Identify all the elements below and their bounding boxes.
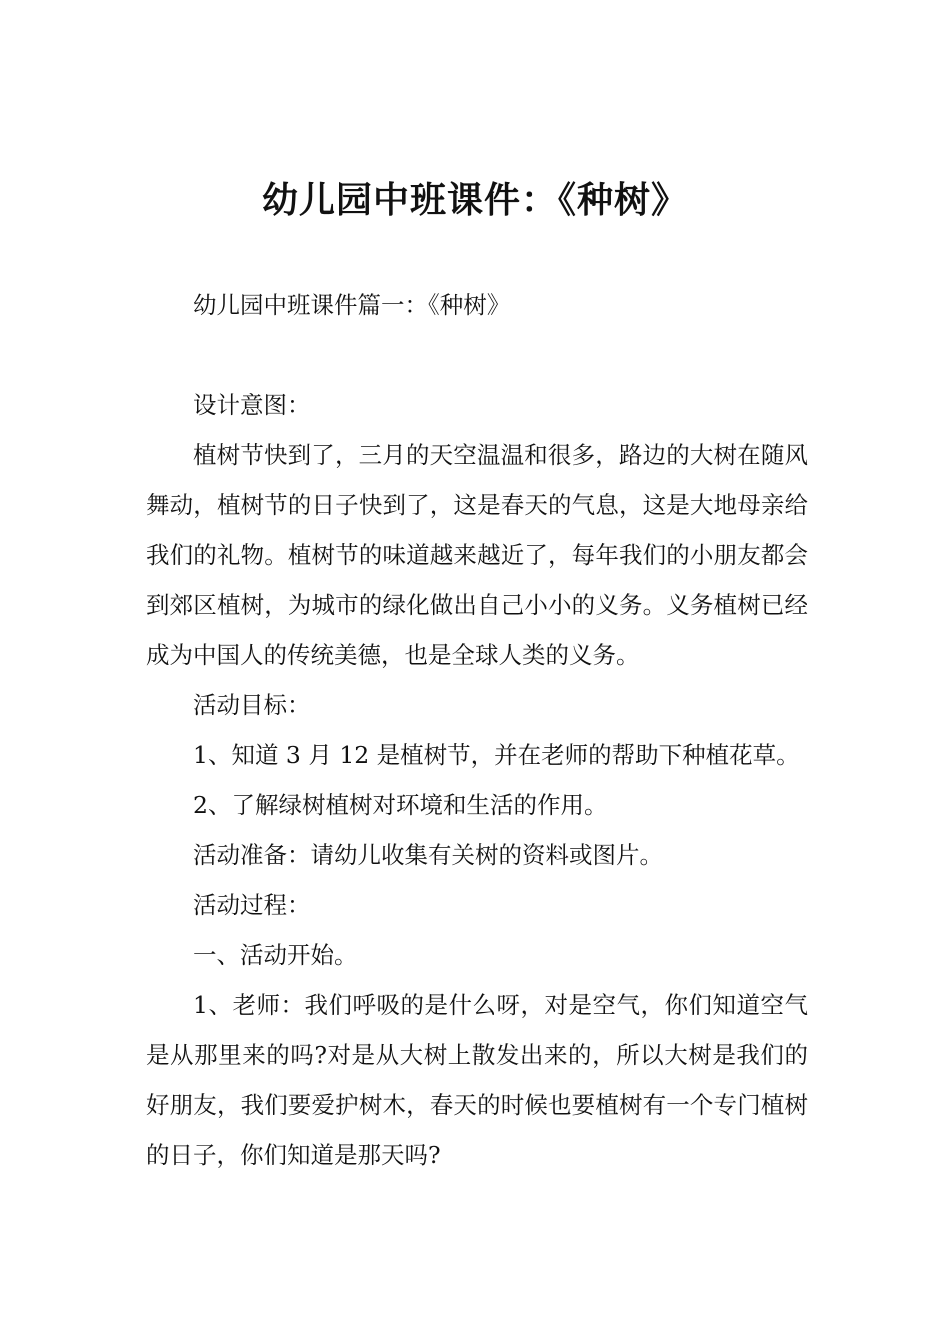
activity-goal-2: 2、了解绿树植树对环境和生活的作用。 xyxy=(193,791,608,819)
activity-step-1-1: 1、老师：我们呼吸的是什么呀，对是空气，你们知道空气是从那里来的吗?对是从大树上散发出来的，所以大树是我们的好朋友，我们要爱护树木，春天的时候也要植树有一个专门植树的日子，你们知道是那天吗? xyxy=(146,991,808,1169)
activity-goal-1: 1、知道 3 月 12 是植树节，并在老师的帮助下种植花草。 xyxy=(193,741,800,769)
activity-process-label: 活动过程： xyxy=(193,891,311,919)
activity-preparation: 活动准备：请幼儿收集有关树的资料或图片。 xyxy=(193,841,663,869)
document-body xyxy=(146,280,808,1180)
subtitle: 幼儿园中班课件篇一：《种树》 xyxy=(193,291,511,319)
activity-step-1: 一、活动开始。 xyxy=(193,941,358,969)
document-title: 幼儿园中班课件：《种树》 xyxy=(261,180,688,221)
design-intent-text: 植树节快到了，三月的天空温温和很多，路边的大树在随风舞动，植树节的日子快到了，这是春天的气息，这是大地母亲给我们的礼物。植树节的味道越来越近了，每年我们的小朋友都会到郊区植树，为城市的绿化做出自己小小的义务。义务植树已经成为中国人的传统美德，也是全球人类的义务。 xyxy=(146,441,808,669)
design-intent-label: 设计意图： xyxy=(193,391,311,419)
blank-line xyxy=(146,330,808,380)
activity-goal-label: 活动目标： xyxy=(193,691,311,719)
